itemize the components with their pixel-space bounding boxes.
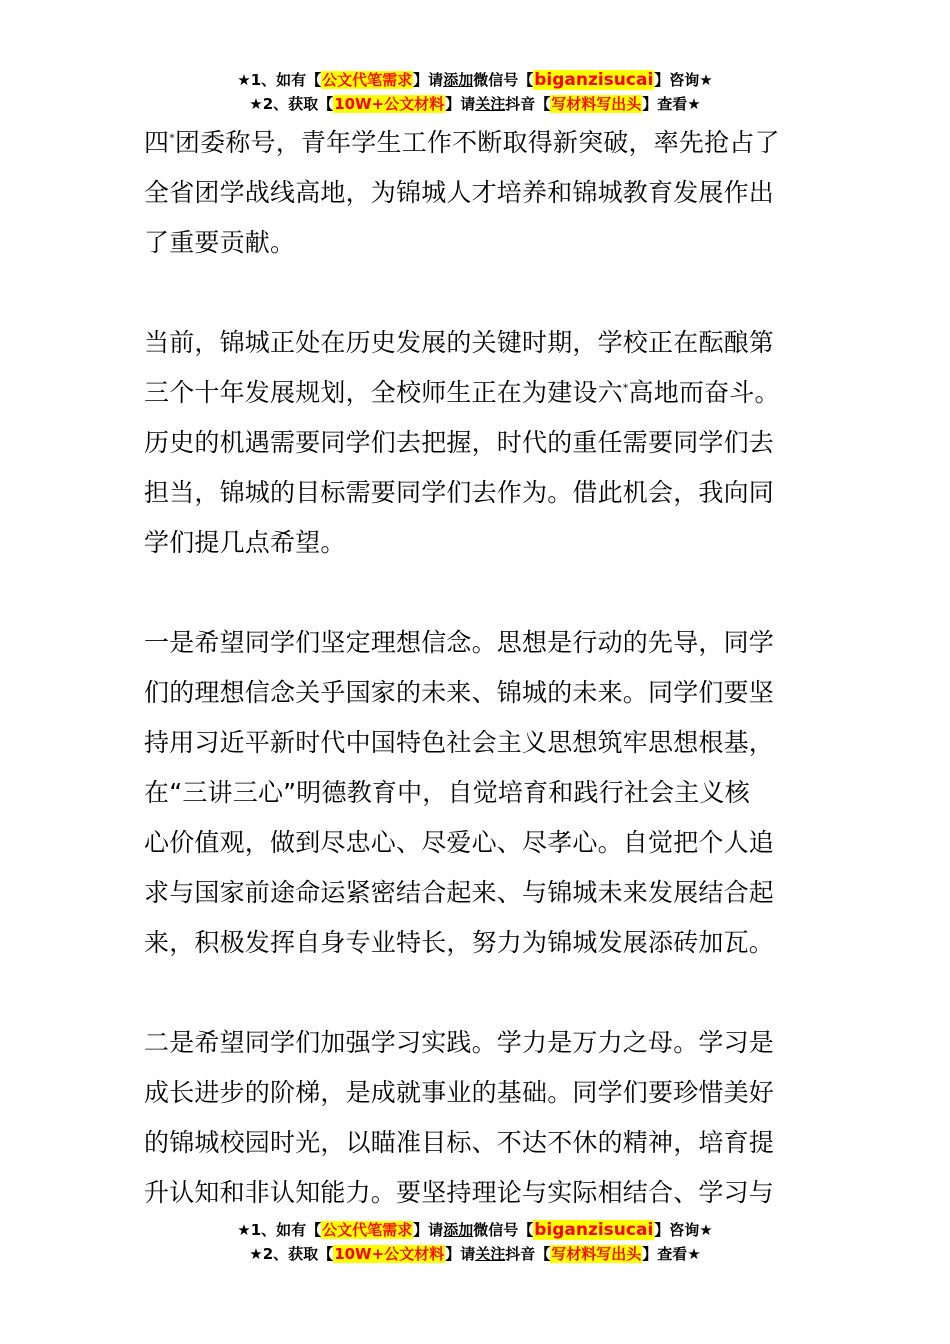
banner-text: 】请 <box>413 71 444 89</box>
highlight-service: 公文代笔需求 <box>322 1221 413 1239</box>
banner-text: ★2、获取【 <box>249 1245 334 1263</box>
banner-text: ★1、如有【 <box>237 71 322 89</box>
underlined-text: 关注 <box>475 95 506 113</box>
text-line: 持用习近平新时代中国特色社会主义思想筑牢思想根基， <box>144 728 775 757</box>
banner-line-1 <box>0 1218 950 1242</box>
text-line: 全省团学战线高地，为锦城人才培养和锦城教育发展作出 <box>144 178 775 207</box>
paragraph-3 <box>144 1018 808 1218</box>
highlight-douyin-account: 写材料写出头 <box>551 95 642 113</box>
paragraph-1 <box>144 318 808 568</box>
text-line: 学们提几点希望。 <box>144 528 346 557</box>
text-run: 四 <box>144 128 170 157</box>
text-line: 来，积极发挥自身专业特长，努力为锦城发展添砖加瓦。 <box>144 928 775 957</box>
banner-text: 】咨询★ <box>654 1221 713 1239</box>
banner-line-1 <box>0 68 950 92</box>
paragraph-2 <box>144 618 808 968</box>
banner-text: 】查看★ <box>642 95 701 113</box>
text-run: 三个十年发展规划，全校师生正在为建设六 <box>144 378 623 407</box>
text-line: 成长进步的阶梯，是成就事业的基础。同学们要珍惜美好 <box>144 1078 775 1107</box>
text-line: 的锦城校园时光，以瞄准目标、不达不休的精神，培育提 <box>144 1128 775 1157</box>
text-line: 一是希望同学们坚定理想信念。思想是行动的先导，同学 <box>144 628 775 657</box>
banner-line-2 <box>0 92 950 116</box>
banner-text: ★2、获取【 <box>249 95 334 113</box>
banner-text: 】请 <box>445 95 476 113</box>
text-line: 在“三讲三心”明德教育中，自觉培育和践行社会主义核 <box>144 778 750 807</box>
text-line: 们的理想信念关乎国家的未来、锦城的未来。同学们要坚 <box>144 678 775 707</box>
underlined-text: 添加 <box>443 1221 474 1239</box>
banner-text: 抖音【 <box>505 1245 551 1263</box>
highlight-wechat-id: biganzisucai <box>534 1220 654 1240</box>
banner-line-2 <box>0 1242 950 1266</box>
banner-text: ★1、如有【 <box>237 1221 322 1239</box>
highlight-materials: 10W+公文材料 <box>334 95 445 113</box>
paragraph-gap <box>144 268 808 318</box>
paragraph-gap <box>144 568 808 618</box>
footer-banner <box>0 1218 950 1266</box>
highlight-wechat-id: biganzisucai <box>534 70 654 90</box>
text-line: 当前，锦城正处在历史发展的关键时期，学校正在酝酿第 <box>144 328 775 357</box>
superscript-mark: * <box>169 131 175 145</box>
text-line: 心价值观，做到尽忠心、尽爱心、尽孝心。自觉把个人追 <box>144 828 775 857</box>
banner-text: 】咨询★ <box>654 71 713 89</box>
highlight-douyin-account: 写材料写出头 <box>551 1245 642 1263</box>
superscript-mark: * <box>622 381 629 395</box>
text-line: 二是希望同学们加强学习实践。学力是万力之母。学习是 <box>144 1028 775 1057</box>
paragraph-gap <box>144 968 808 1018</box>
paragraph-0 <box>144 118 808 268</box>
banner-text: 微信号【 <box>473 1221 534 1239</box>
text-line <box>144 368 808 418</box>
underlined-text: 添加 <box>443 71 474 89</box>
text-run: 高地而奋斗。 <box>628 378 780 407</box>
text-line: 了重要贡献。 <box>144 228 296 257</box>
highlight-materials: 10W+公文材料 <box>334 1245 445 1263</box>
text-run: 团委称号，青年学生工作不断取得新突破，率先抢占了 <box>174 128 780 157</box>
header-banner <box>0 68 950 116</box>
banner-text: 】请 <box>445 1245 476 1263</box>
highlight-service: 公文代笔需求 <box>322 71 413 89</box>
text-line: 升认知和非认知能力。要坚持理论与实际相结合、学习与 <box>144 1178 775 1207</box>
text-line: 求与国家前途命运紧密结合起来、与锦城未来发展结合起 <box>144 878 775 907</box>
text-line <box>144 118 808 168</box>
underlined-text: 关注 <box>475 1245 506 1263</box>
document-body <box>144 118 808 1218</box>
text-line: 担当，锦城的目标需要同学们去作为。借此机会，我向同 <box>144 478 775 507</box>
banner-text: 】请 <box>413 1221 444 1239</box>
banner-text: 抖音【 <box>505 95 551 113</box>
banner-text: 】查看★ <box>642 1245 701 1263</box>
text-line: 历史的机遇需要同学们去把握，时代的重任需要同学们去 <box>144 428 775 457</box>
banner-text: 微信号【 <box>473 71 534 89</box>
